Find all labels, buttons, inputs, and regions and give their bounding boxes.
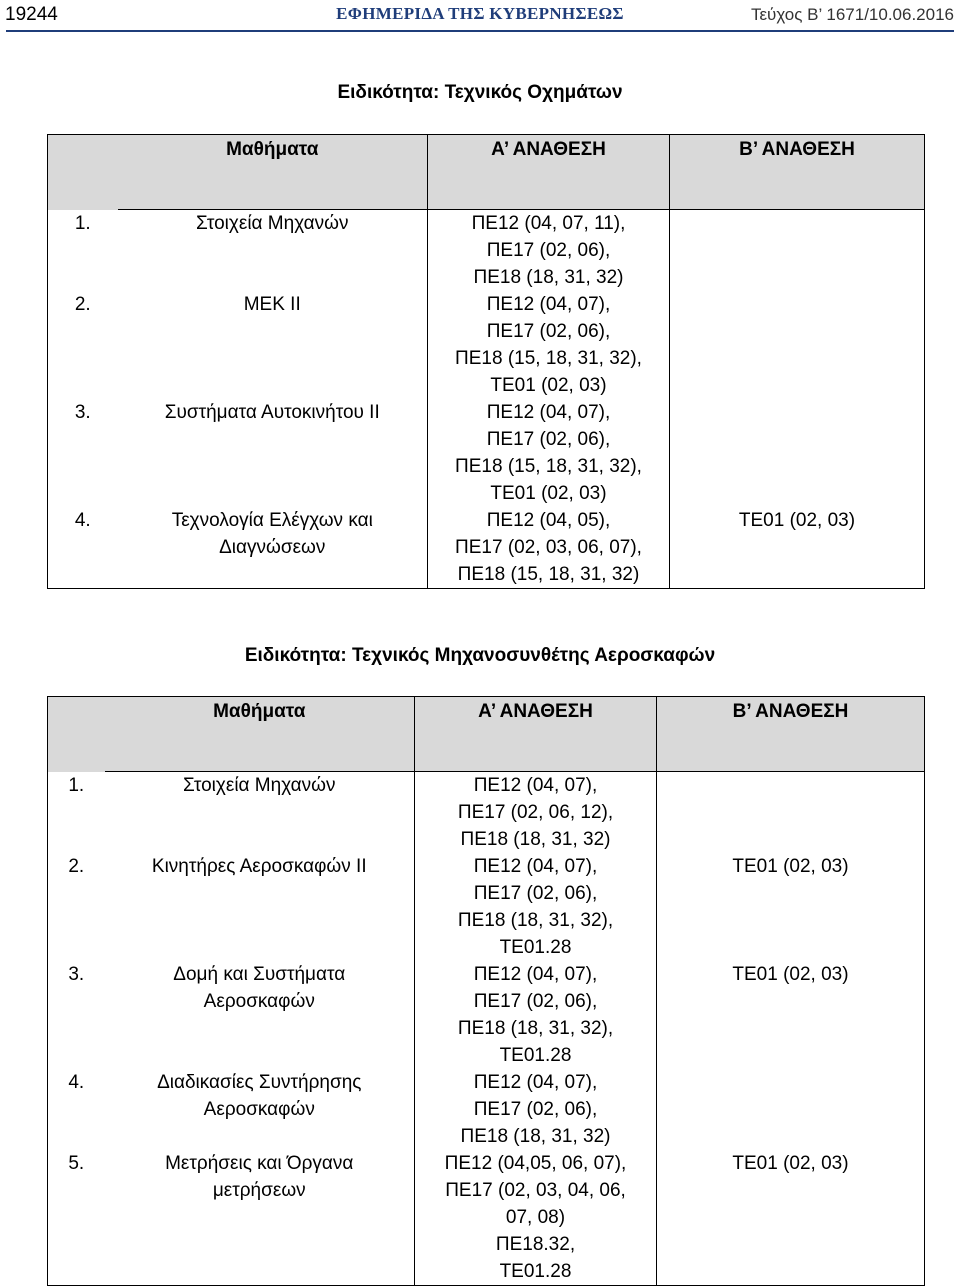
course-name-cell (105, 772, 415, 854)
course-name-cell (105, 853, 415, 961)
header-divider (6, 30, 954, 32)
a-assignment-line: ΠΕ12 (04, 07), (473, 964, 598, 985)
course-name-line: Συστήματα Αυτοκινήτου ΙΙ (164, 402, 380, 423)
column-header-b-assignment: Β’ ΑΝΑΘΕΣΗ (657, 697, 925, 772)
table-row (48, 291, 925, 399)
course-name-line: Τεχνολογία Ελέγχων και (171, 510, 373, 531)
a-assignment-line: ΠΕ17 (02, 03, 06, 07), (455, 537, 642, 558)
a-assignment-line: ΠΕ18.32, (495, 1234, 576, 1255)
a-assignment-line: ΠΕ12 (04, 07), (486, 294, 611, 315)
b-assignment-line: ΤΕ01 (02, 03) (732, 1153, 849, 1174)
row-number: 1. (48, 210, 118, 292)
course-name-line: Στοιχεία Μηχανών (196, 213, 349, 234)
table-row (48, 772, 925, 854)
b-assignment-line: ΤΕ01 (02, 03) (732, 856, 849, 877)
a-assignment-cell (428, 399, 670, 507)
b-assignment-cell (657, 1150, 925, 1286)
column-header-courses: Μαθήματα (105, 697, 415, 772)
a-assignment-line: ΠΕ17 (02, 06), (473, 883, 598, 904)
table-row (48, 1069, 925, 1150)
row-number: 2. (48, 853, 105, 961)
a-assignment-line: ΠΕ18 (18, 31, 32) (460, 829, 611, 850)
b-assignment-cell (670, 291, 925, 399)
a-assignment-cell (415, 961, 657, 1069)
course-name-line: Διαγνώσεων (219, 537, 326, 558)
course-name-line: Διαδικασίες Συντήρησης (157, 1072, 362, 1093)
course-name-line: Δομή και Συστήματα (173, 964, 346, 985)
a-assignment-cell (428, 210, 670, 292)
b-assignment-cell (657, 961, 925, 1069)
column-header-courses: Μαθήματα (118, 135, 428, 210)
b-assignment-line: ΤΕ01 (02, 03) (738, 510, 856, 531)
a-assignment-line: ΠΕ12 (04, 07), (486, 402, 611, 423)
a-assignment-line: ΠΕ17 (02, 06), (473, 1099, 598, 1120)
a-assignment-line: ΤΕ01 (02, 03) (490, 483, 607, 504)
table-header-row (48, 135, 925, 210)
section1-heading: Ειδικότητα: Τεχνικός Οχημάτων (337, 82, 623, 103)
section1-table (47, 134, 925, 589)
a-assignment-line: ΠΕ12 (04, 07), (473, 1072, 598, 1093)
a-assignment-cell (428, 507, 670, 589)
a-assignment-line: 07, 08) (505, 1207, 566, 1228)
row-number: 4. (48, 1069, 105, 1150)
page-header (0, 0, 960, 34)
a-assignment-line: ΠΕ12 (04, 07, 11), (471, 213, 626, 234)
gazette-title: ΕΦΗΜΕΡΙΔΑ ΤΗΣ ΚΥΒΕΡΝΗΣΕΩΣ (336, 4, 624, 23)
a-assignment-line: ΠΕ18 (15, 18, 31, 32), (455, 348, 642, 369)
a-assignment-line: ΠΕ17 (02, 06), (486, 429, 611, 450)
a-assignment-cell (415, 1150, 657, 1286)
a-assignment-line: ΠΕ12 (04,05, 06, 07), (444, 1153, 627, 1174)
section2-heading: Ειδικότητα: Τεχνικός Μηχανοσυνθέτης Αεροσκαφών (244, 645, 716, 666)
b-assignment-cell (657, 772, 925, 854)
course-name-cell (105, 1069, 415, 1150)
table-row (48, 961, 925, 1069)
column-header-a-assignment: Α’ ΑΝΑΘΕΣΗ (428, 135, 670, 210)
a-assignment-line: ΤΕ01.28 (499, 1045, 572, 1066)
a-assignment-line: ΠΕ17 (02, 06), (473, 991, 598, 1012)
course-name-line: Στοιχεία Μηχανών (183, 775, 336, 796)
table-row (48, 399, 925, 507)
row-number: 3. (48, 399, 118, 507)
course-name-line: Μετρήσεις και Όργανα (165, 1153, 354, 1174)
header-spacer (48, 135, 118, 210)
course-name-cell (118, 507, 428, 589)
table-row (48, 507, 925, 589)
page-number: 19244 (5, 4, 58, 25)
b-assignment-cell (657, 1069, 925, 1150)
a-assignment-line: ΤΕ01.28 (499, 1261, 572, 1282)
b-assignment-line: ΤΕ01 (02, 03) (732, 964, 849, 985)
row-number: 4. (48, 507, 118, 589)
a-assignment-line: ΠΕ12 (04, 07), (473, 775, 598, 796)
a-assignment-line: ΠΕ17 (02, 06, 12), (457, 802, 614, 823)
course-name-line: μετρήσεων (212, 1180, 306, 1201)
a-assignment-line: ΤΕ01 (02, 03) (490, 375, 607, 396)
column-header-a-assignment: Α’ ΑΝΑΘΕΣΗ (415, 697, 657, 772)
table-header-row (48, 697, 925, 772)
b-assignment-cell (657, 853, 925, 961)
a-assignment-cell (428, 291, 670, 399)
a-assignment-line: ΠΕ18 (15, 18, 31, 32) (457, 564, 640, 585)
a-assignment-line: ΠΕ12 (04, 05), (486, 510, 611, 531)
section2-table (47, 696, 925, 1286)
a-assignment-line: ΤΕ01.28 (499, 937, 572, 958)
a-assignment-line: ΠΕ17 (02, 06), (486, 240, 611, 261)
row-number: 2. (48, 291, 118, 399)
b-assignment-cell (670, 507, 925, 589)
a-assignment-line: ΠΕ18 (18, 31, 32), (457, 1018, 614, 1039)
course-name-line: ΜΕΚ ΙΙ (243, 294, 301, 315)
course-name-cell (118, 210, 428, 292)
a-assignment-cell (415, 1069, 657, 1150)
header-spacer (48, 697, 105, 772)
row-number: 1. (48, 772, 105, 854)
a-assignment-cell (415, 772, 657, 854)
course-name-cell (105, 961, 415, 1069)
a-assignment-line: ΠΕ17 (02, 06), (486, 321, 611, 342)
a-assignment-line: ΠΕ17 (02, 03, 04, 06, (445, 1180, 626, 1201)
a-assignment-line: ΠΕ18 (15, 18, 31, 32), (455, 456, 642, 477)
issue-reference: Τεύχος Β’ 1671/10.06.2016 (750, 5, 954, 24)
table-row (48, 853, 925, 961)
a-assignment-line: ΠΕ18 (18, 31, 32), (457, 910, 614, 931)
b-assignment-cell (670, 399, 925, 507)
column-header-b-assignment: Β’ ΑΝΑΘΕΣΗ (670, 135, 925, 210)
a-assignment-line: ΠΕ18 (18, 31, 32) (460, 1126, 611, 1147)
row-number: 3. (48, 961, 105, 1069)
row-number: 5. (48, 1150, 105, 1286)
course-name-line: Αεροσκαφών (203, 991, 315, 1012)
course-name-cell (105, 1150, 415, 1286)
b-assignment-cell (670, 210, 925, 292)
table-row (48, 1150, 925, 1286)
course-name-cell (118, 291, 428, 399)
course-name-line: Κινητήρες Αεροσκαφών ΙΙ (151, 856, 367, 877)
a-assignment-line: ΠΕ12 (04, 07), (473, 856, 598, 877)
a-assignment-line: ΠΕ18 (18, 31, 32) (473, 267, 624, 288)
course-name-line: Αεροσκαφών (203, 1099, 315, 1120)
a-assignment-cell (415, 853, 657, 961)
course-name-cell (118, 399, 428, 507)
table-row (48, 210, 925, 292)
